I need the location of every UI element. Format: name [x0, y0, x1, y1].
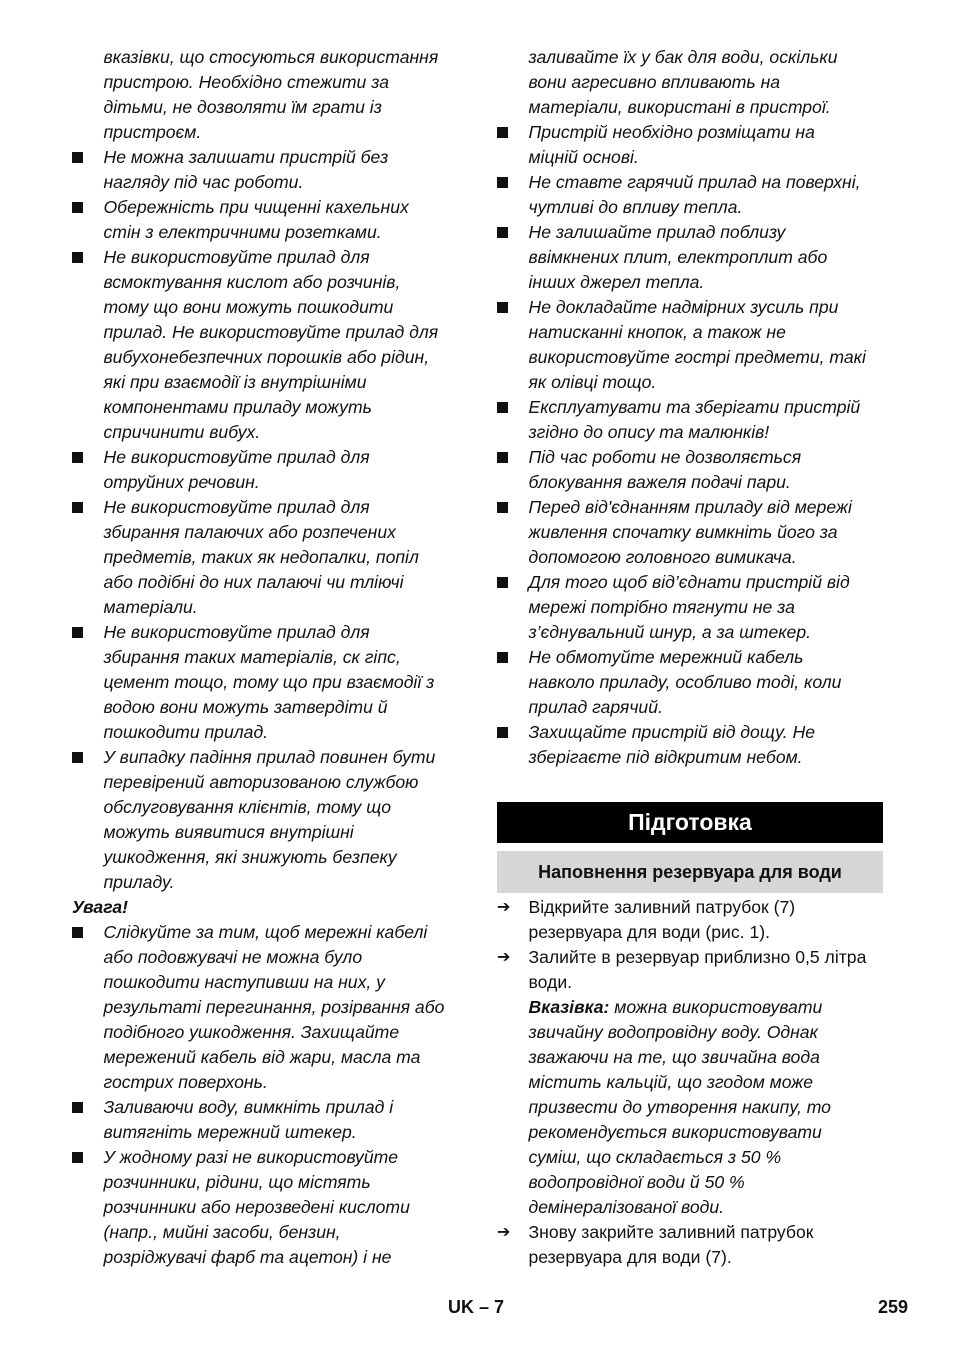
text-line: обслуговування клієнтів, тому що	[103, 797, 392, 817]
bullet-item-line: Не використовуйте прилад для	[72, 445, 462, 470]
text-line: мережі потрібно тягнути не за	[528, 597, 795, 617]
text-line: резервуара для води (7).	[528, 1247, 732, 1267]
text-line: результаті перегинання, розірвання або	[103, 997, 445, 1017]
bullet-item-line: Заливаючи воду, вимкніть прилад і	[72, 1095, 462, 1120]
text-line: або подібні до них палаючі чи тліючі	[103, 572, 404, 592]
text-line: (напр., мийні засоби, бензин,	[103, 1222, 341, 1242]
bullet-item-line: У випадку падіння прилад повинен бути	[72, 745, 462, 770]
note-line: призвести до утворення накипу, то	[528, 1097, 831, 1117]
text-line: вони агресивно впливають на	[528, 72, 781, 92]
text-line: пошкодити прилад.	[103, 722, 269, 742]
text-line: розчинники або нерозведені кислоти	[103, 1197, 410, 1217]
note-line: демінералізованої води.	[528, 1197, 725, 1217]
left-column	[72, 45, 462, 1270]
text-line: розріджувачі фарб та ацетон) і не	[103, 1247, 392, 1267]
text-line: згідно до опису та малюнків!	[528, 422, 770, 442]
text-line: матеріали.	[103, 597, 198, 617]
text-line: збирання палаючих або розпечених	[103, 522, 396, 542]
bullet-item-line: Не обмотуйте мережний кабель	[497, 645, 883, 670]
bullet-item-line: Не докладайте надмірних зусиль при	[497, 295, 883, 320]
bullet-item-line: Не використовуйте прилад для	[72, 245, 462, 270]
text-line: або подовжувачі не можна було	[103, 947, 363, 967]
text-line: стін з електричними розетками.	[103, 222, 382, 242]
bullet-item-line: Пристрій необхідно розміщати на	[497, 120, 883, 145]
note-line: зважаючи на те, що звичайна вода	[528, 1047, 820, 1067]
text-line: нагляду під час роботи.	[103, 172, 304, 192]
note-line: суміш, що складається з 50 %	[528, 1147, 782, 1167]
text-line: розчинники, рідини, що містять	[103, 1172, 371, 1192]
text-line: зберігаєте під відкритим небом.	[528, 747, 803, 767]
footer-section-label: UK – 7	[448, 1297, 505, 1317]
text-line: можуть виявитися внутрішні	[103, 822, 354, 842]
bullet-item-line: Слідкуйте за тим, щоб мережні кабелі	[72, 920, 462, 945]
text-line: пристроєм.	[103, 122, 202, 142]
bullet-item-line: У жодному разі не використовуйте	[72, 1145, 462, 1170]
text-line: пошкодити наступивши на них, у	[103, 972, 385, 992]
text-line: води.	[528, 972, 573, 992]
text-line: резервуара для води (рис. 1).	[528, 922, 770, 942]
bullet-item-line: Для того щоб від’єднати пристрій від	[497, 570, 883, 595]
bullet-item-line: Не можна залишати пристрій без	[72, 145, 462, 170]
text-line: чутливі до впливу тепла.	[528, 197, 743, 217]
note-line: містить кальцій, що згодом може	[528, 1072, 813, 1092]
bullet-item-line: Не використовуйте прилад для	[72, 495, 462, 520]
text-line: мережений кабель від жари, масла та	[103, 1047, 421, 1067]
text-line: всмоктування кислот або розчинів,	[103, 272, 401, 292]
bullet-item-line: Перед від'єднанням приладу від мережі	[497, 495, 883, 520]
bullet-item-line: Не залишайте прилад поблизу	[497, 220, 883, 245]
text-line: приладу.	[103, 872, 175, 892]
text-line: предметів, таких як недопалки, попіл	[103, 547, 419, 567]
step-item-line: ➔ Відкрийте заливний патрубок (7)	[497, 895, 883, 920]
note-text: можна використовувати	[609, 997, 823, 1017]
text-line: компонентами приладу можуть	[103, 397, 372, 417]
text-line: ввімкнених плит, електроплит або	[528, 247, 828, 267]
note-line	[497, 995, 883, 1020]
text-line: дітьми, не дозволяти їм грати із	[103, 97, 382, 117]
step-item-line: ➔ Знову закрийте заливний патрубок	[497, 1220, 883, 1245]
text-line: які при взаємодії із внутрішніми	[103, 372, 367, 392]
page-number: 259	[878, 1297, 909, 1317]
text-line: водою вони можуть затвердіти й	[103, 697, 388, 717]
text-line: інших джерел тепла.	[528, 272, 705, 292]
text-line: цемент тощо, тому що при взаємодії з	[103, 672, 435, 692]
bullet-item-line: Експлуатувати та зберігати пристрій	[497, 395, 883, 420]
text-line: використовуйте гострі предмети, такі	[528, 347, 866, 367]
text-line: отруйних речовин.	[103, 472, 260, 492]
right-column	[497, 45, 883, 770]
step-item-line: ➔ Залийте в резервуар приблизно 0,5 літра	[497, 945, 883, 970]
text-line: ушкодження, які знижують безпеку	[103, 847, 397, 867]
text-line: подібного ушкодження. Захищайте	[103, 1022, 400, 1042]
text-line: натисканні кнопок, а також не	[528, 322, 786, 342]
text-line: допомогою головного вимикача.	[528, 547, 797, 567]
text-line: блокування важеля подачі пари.	[528, 472, 791, 492]
note-line: рекомендується використовувати	[528, 1122, 822, 1142]
text-line: прилад гарячий.	[528, 697, 663, 717]
text-line: міцній основі.	[528, 147, 639, 167]
note-line: звичайну водопровідну воду. Однак	[528, 1022, 818, 1042]
text-line: тому що вони можуть пошкодити	[103, 297, 394, 317]
text-line: вибухонебезпечних порошків або рідин,	[103, 347, 430, 367]
text-line: пристрою. Необхідно стежити за	[103, 72, 389, 92]
bullet-item-line: Під час роботи не дозволяється	[497, 445, 883, 470]
instructions-block	[497, 895, 883, 1270]
text-line: прилад. Не використовуйте прилад для	[103, 322, 439, 342]
text-line: перевірений авторизованою службою	[103, 772, 419, 792]
bullet-item-line: Не використовуйте прилад для	[72, 620, 462, 645]
text-line: навколо приладу, особливо тоді, коли	[528, 672, 842, 692]
note-label: Вказівка:	[528, 997, 610, 1017]
section-heading: Підготовка	[497, 802, 883, 843]
text-line: витягніть мережний штекер.	[103, 1122, 357, 1142]
subsection-heading: Наповнення резервуара для води	[497, 851, 883, 893]
text-line: як олівці тощо.	[528, 372, 657, 392]
text-line: матеріали, використані в пристрої.	[528, 97, 831, 117]
note-line: водопровідної води й 50 %	[528, 1172, 745, 1192]
text-line: живлення спочатку вимкніть його за	[528, 522, 838, 542]
text-line: спричинити вибух.	[103, 422, 261, 442]
bullet-item-line: Захищайте пристрій від дощу. Не	[497, 720, 883, 745]
text-line: гострих поверхонь.	[103, 1072, 268, 1092]
text-line: вказівки, що стосуються використання	[103, 47, 439, 67]
bullet-item-line: Не ставте гарячий прилад на поверхні,	[497, 170, 883, 195]
bullet-item-line: Обережність при чищенні кахельних	[72, 195, 462, 220]
text-line: Увага!	[72, 897, 129, 917]
text-line: заливайте їх у бак для води, оскільки	[528, 47, 838, 67]
text-line: з’єднувальний шнур, а за штекер.	[528, 622, 811, 642]
text-line: збирання таких матеріалів, ск гіпс,	[103, 647, 401, 667]
